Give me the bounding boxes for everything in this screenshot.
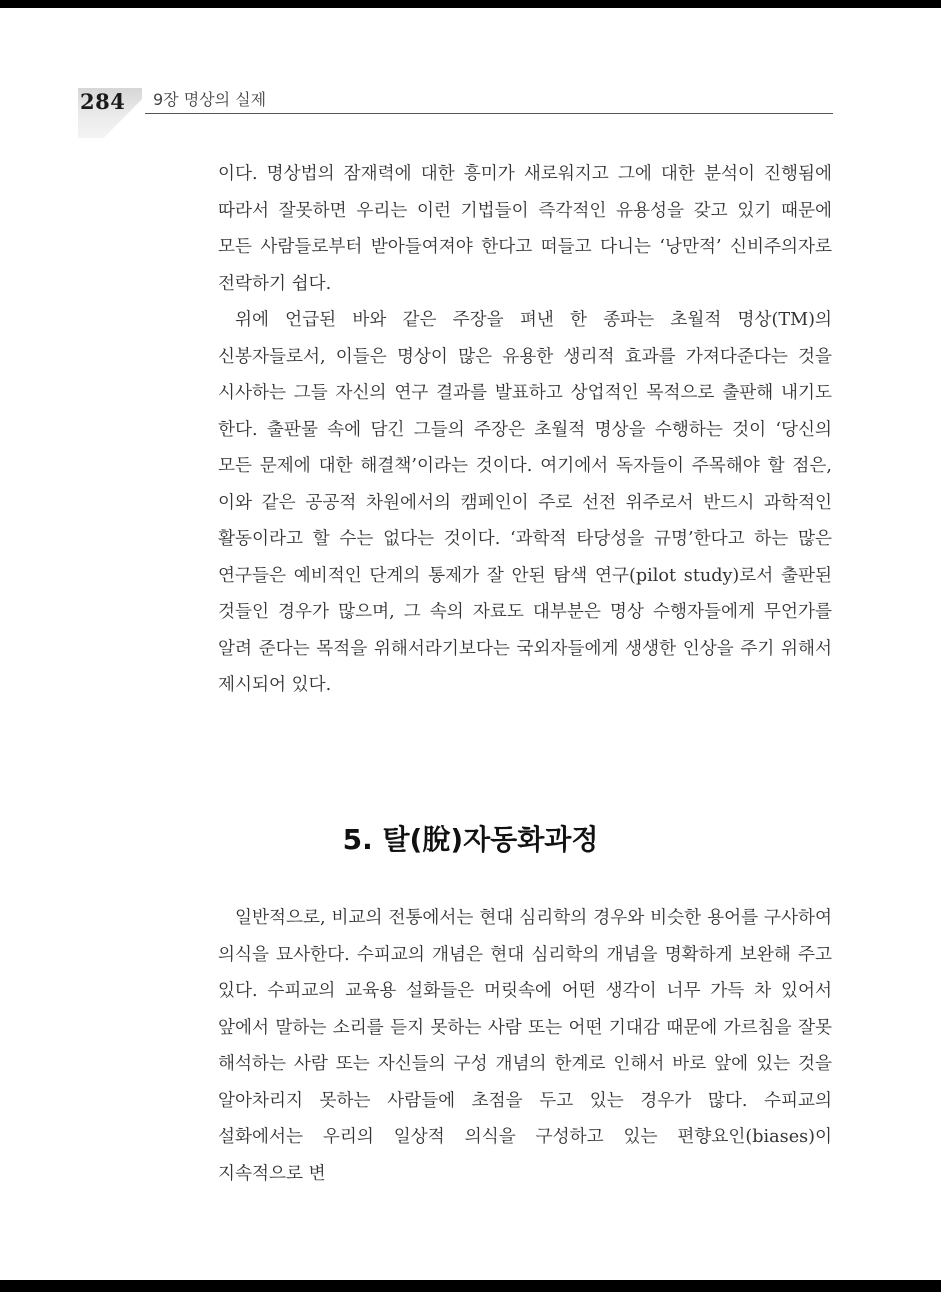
page-number: 284 <box>80 89 126 114</box>
header-rule <box>145 113 833 114</box>
paragraph-1: 이다. 명상법의 잠재력에 대한 흥미가 새로워지고 그에 대한 분석이 진행됨에 따라서 잘못하면 우리는 이런 기법들이 즉각적인 유용성을 갖고 있기 때문에 모든 사람들로부터 받아들여져야 한다고 떠들고 다니는 ‘낭만적’ 신비주의자로 전락하기 쉽다. <box>218 164 832 294</box>
chapter-title: 9장 명상의 실제 <box>153 90 267 109</box>
top-border <box>0 0 941 8</box>
paragraph-2: 위에 언급된 바와 같은 주장을 펴낸 한 종파는 초월적 명상(TM)의 신봉자들로서, 이들은 명상이 많은 유용한 생리적 효과를 가져다준다는 것을 시사하는 그들 자신의 연구 결과를 발표하고 상업적인 목적으로 출판해 내기도 한다. 출판물 속에 담긴 그들의 주장은 초월적 명상을 수행하는 것이 ‘당신의 모든 문제에 대한 해결책’이라는 것이다. 여기에서 독자들이 주목해야 할 점은, 이와 같은 공공적 차원에서의 캠페인이 주로 선전 위주로서 반드시 과학적인 활동이라고 할 수는 없다는 것이다. ‘과학적 타당성을 규명’한다고 하는 많은 연구들은 예비적인 단계의 통제가 잘 안된 탐색 연구(pilot study)로서 출판된 것들인 경우가 많으며, 그 속의 자료도 대부분은 명상 수행자들에게 무언가를 알려 준다는 목적을 위해서라기보다는 국외자들에게 생생한 인상을 주기 위해서 제시되어 있다. <box>218 310 832 695</box>
paragraph-3: 일반적으로, 비교의 전통에서는 현대 심리학의 경우와 비슷한 용어를 구사하여 의식을 묘사한다. 수피교의 개념은 현대 심리학의 개념을 명확하게 보완해 주고 있다. 수피교의 교육용 설화들은 머릿속에 어떤 생각이 너무 가득 차 있어서 앞에서 말하는 소리를 듣지 못하는 사람 또는 어떤 기대감 때문에 가르침을 잘못 해석하는 사람 또는 자신들의 구성 개념의 한계로 인해서 바로 앞에 있는 것을 알아차리지 못하는 사람들에 초점을 두고 있는 경우가 많다. 수피교의 설화에서는 우리의 일상적 의식을 구성하고 있는 편향요인(biases)이 지속적으로 변 <box>218 908 832 1184</box>
section-heading: 5. 탈(脫)자동화과정 <box>342 823 599 856</box>
bottom-border <box>0 1280 941 1292</box>
